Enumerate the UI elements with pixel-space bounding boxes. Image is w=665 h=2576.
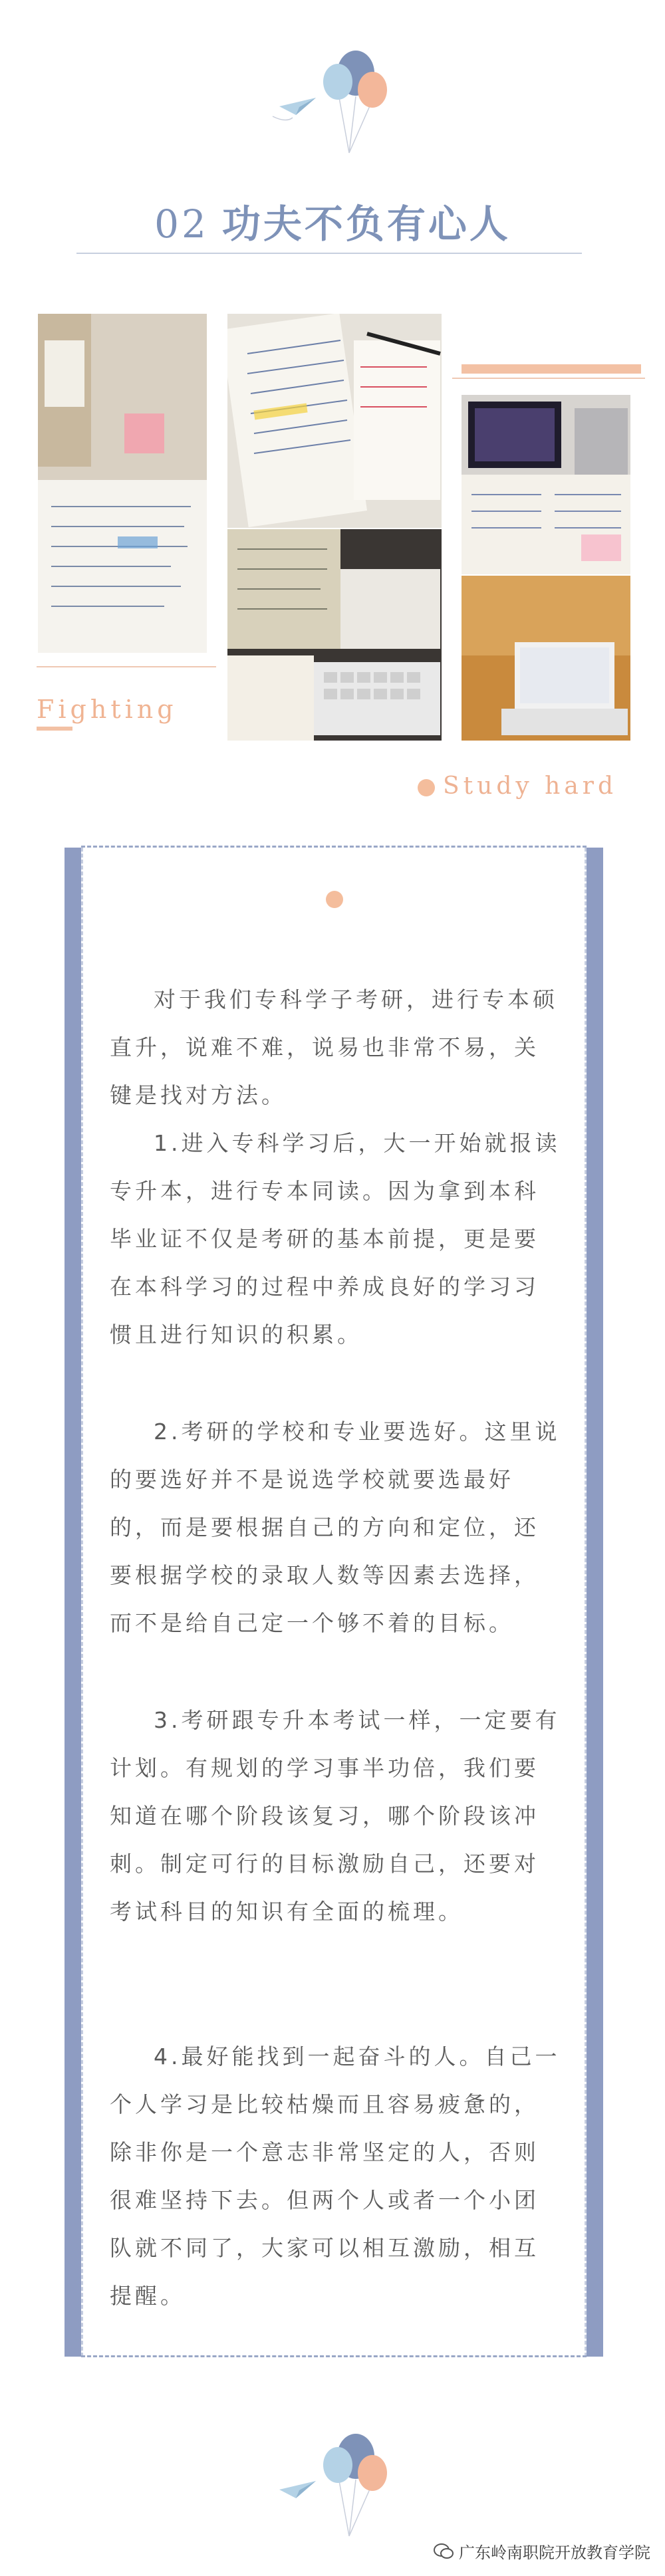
paragraph-tip-2: 2.考研的学校和专业要选好。这里说的要选好并不是说选学校就要选最好的，而是要根据自己的方向和定位，还要根据学校的录取人数等因素去选择，而不是给自己定一个够不着的目标。 xyxy=(110,1419,561,1636)
paragraph-tip-4: 4.最好能找到一起奋斗的人。自己一个人学习是比较枯燥而且容易疲惫的，除非你是一个意志非常坚定的人，否则很难坚持下去。但两个人或者一个小团队就不同了，大家可以相互激励，相互提醒。 xyxy=(110,2044,561,2309)
wechat-icon xyxy=(434,2543,454,2560)
watermark-text: 广东岭南职院开放教育学院 xyxy=(459,2543,650,2562)
photo-notebook-desk xyxy=(38,314,207,653)
title-divider xyxy=(76,253,582,254)
accent-line-top-right xyxy=(452,378,645,379)
fighting-label: Fighting xyxy=(37,695,178,724)
study-hard-label: Study hard xyxy=(443,772,618,800)
card-top-dot xyxy=(326,891,343,908)
card-top-dashed-edge xyxy=(81,846,587,850)
section-title-text: 功夫不负有心人 xyxy=(221,201,511,247)
balloons-plane-decoration xyxy=(266,37,406,156)
fighting-underline xyxy=(37,727,72,731)
photo-laptop-notes xyxy=(462,395,630,574)
paragraph-tip-1: 1.进入专科学习后，大一开始就报读专升本，进行专本同读。因为拿到本科毕业证不仅是考研的基本前提，更是要在本科学习的过程中养成良好的学习习惯且进行知识的积累。 xyxy=(110,1130,561,1347)
paragraph-tip-3: 3.考研跟专升本考试一样，一定要有计划。有规划的学习事半功倍，我们要知道在哪个阶段该复习，哪个阶段该冲刺。制定可行的目标激励自己，还要对考试科目的知识有全面的梳理。 xyxy=(110,1707,561,1925)
footer-watermark xyxy=(434,2539,650,2563)
card-bottom-dashed-edge xyxy=(81,2353,587,2357)
accent-bar-top-right xyxy=(462,364,641,374)
study-hard-dot xyxy=(418,779,435,796)
photo-tablet-keyboard xyxy=(227,529,442,741)
balloons-plane-decoration-bottom xyxy=(266,2420,406,2539)
section-number: 02 xyxy=(154,201,209,247)
fighting-top-line xyxy=(37,666,216,667)
paragraph-intro: 对于我们专科学子考研，进行专本硕直升，说难不难，说易也非常不易，关键是找对方法。 xyxy=(110,987,558,1108)
photo-tablet-night xyxy=(462,576,630,741)
photo-notes-pen xyxy=(227,314,442,528)
section-title xyxy=(0,193,665,249)
